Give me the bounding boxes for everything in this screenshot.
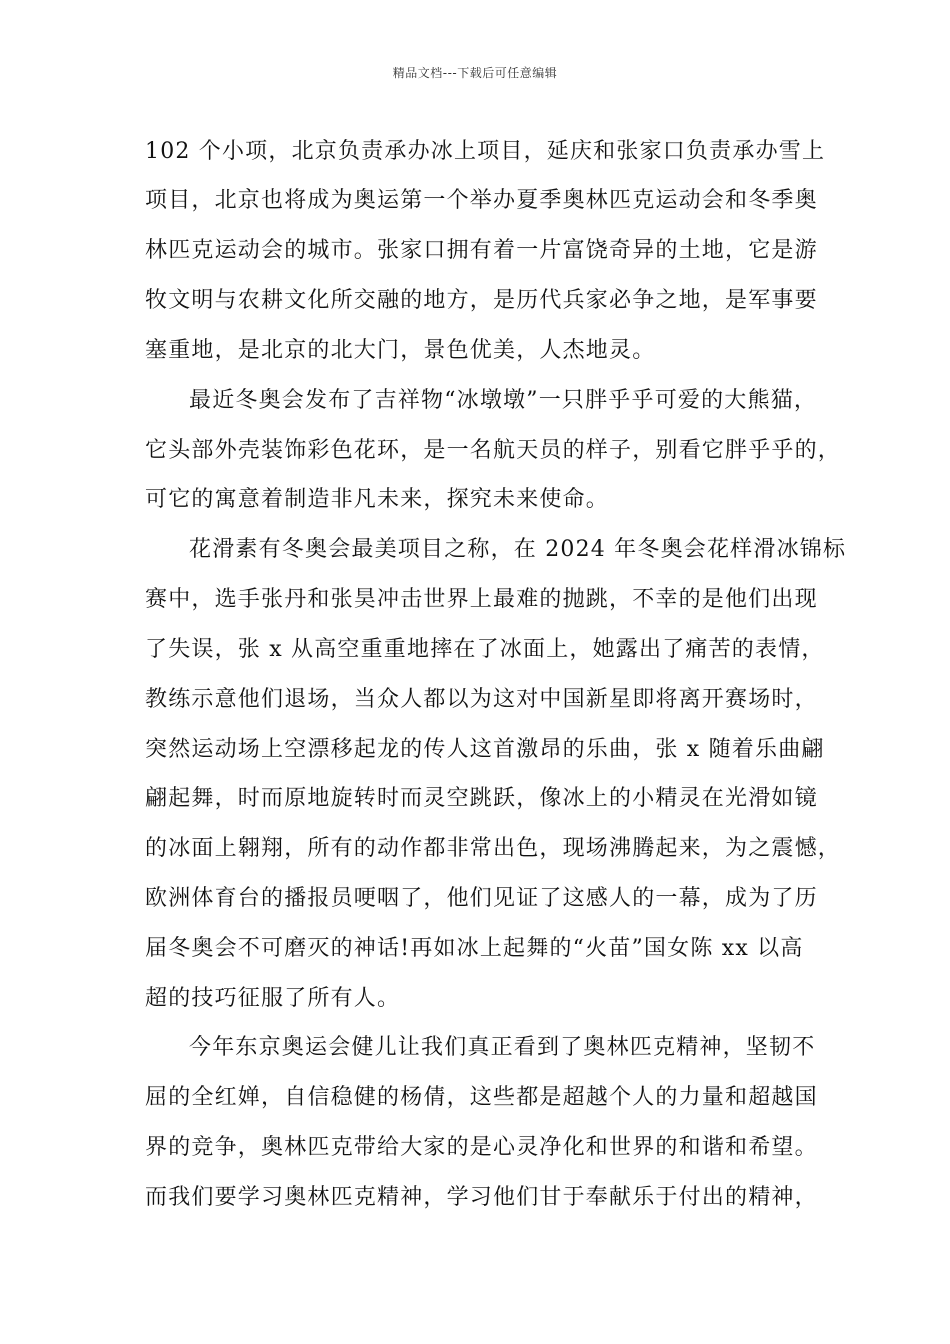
text-line: 届冬奥会不可磨灭的神话!再如冰上起舞的“火苗”国女陈 xx 以高: [145, 936, 804, 961]
text-line: 102 个小项，北京负责承办冰上项目，延庆和张家口负责承办雪上: [145, 139, 826, 164]
text-line: 界的竞争，奥林匹克带给大家的是心灵净化和世界的和谐和希望。: [145, 1135, 818, 1160]
text-line: 而我们要学习奥林匹克精神，学习他们甘于奉献乐于付出的精神，: [145, 1185, 818, 1210]
text-line: 项目，北京也将成为奥运第一个举办夏季奥林匹克运动会和冬季奥: [145, 188, 818, 213]
text-line: 赛中，选手张丹和张昊冲击世界上最难的抛跳，不幸的是他们出现: [145, 587, 818, 612]
text-line: 超的技巧征服了所有人。: [145, 986, 401, 1011]
page-header: 精品文档---下载后可任意编辑: [392, 66, 558, 80]
text-line: 了失误，张 x 从高空重重地摔在了冰面上，她露出了痛苦的表情，: [145, 637, 825, 662]
paragraph-start-line: 花滑素有冬奥会最美项目之称，在 2024 年冬奥会花样滑冰锦标: [189, 537, 847, 562]
text-line: 欧洲体育台的播报员哽咽了，他们见证了这感人的一幕，成为了历: [145, 886, 818, 911]
text-line: 牧文明与农耕文化所交融的地方，是历代兵家必争之地，是军事要: [145, 288, 818, 313]
text-line: 塞重地，是北京的北大门，景色优美，人杰地灵。: [145, 338, 656, 363]
text-line: 突然运动场上空漂移起龙的传人这首激昂的乐曲，张 x 随着乐曲翩: [145, 737, 825, 762]
text-line: 可它的寓意着制造非凡未来，探究未来使命。: [145, 487, 610, 512]
text-line: 的冰面上翱翔，所有的动作都非常出色，现场沸腾起来，为之震憾，: [145, 836, 842, 861]
text-line: 翩起舞，时而原地旋转时而灵空跳跃，像冰上的小精灵在光滑如镜: [145, 786, 818, 811]
text-line: 教练示意他们退场，当众人都以为这对中国新星即将离开赛场时，: [145, 687, 818, 712]
paragraph-start-line: 最近冬奥会发布了吉祥物“冰墩墩”一只胖乎乎可爱的大熊猫，: [189, 388, 818, 413]
paragraph-start-line: 今年东京奥运会健儿让我们真正看到了奥林匹克精神，坚韧不: [189, 1035, 816, 1060]
text-line: 林匹克运动会的城市。张家口拥有着一片富饶奇异的土地，它是游: [145, 238, 818, 263]
text-line: 屈的全红婵，自信稳健的杨倩，这些都是超越个人的力量和超越国: [145, 1085, 818, 1110]
text-line: 它头部外壳装饰彩色花环，是一名航天员的样子，别看它胖乎乎的，: [145, 438, 842, 463]
